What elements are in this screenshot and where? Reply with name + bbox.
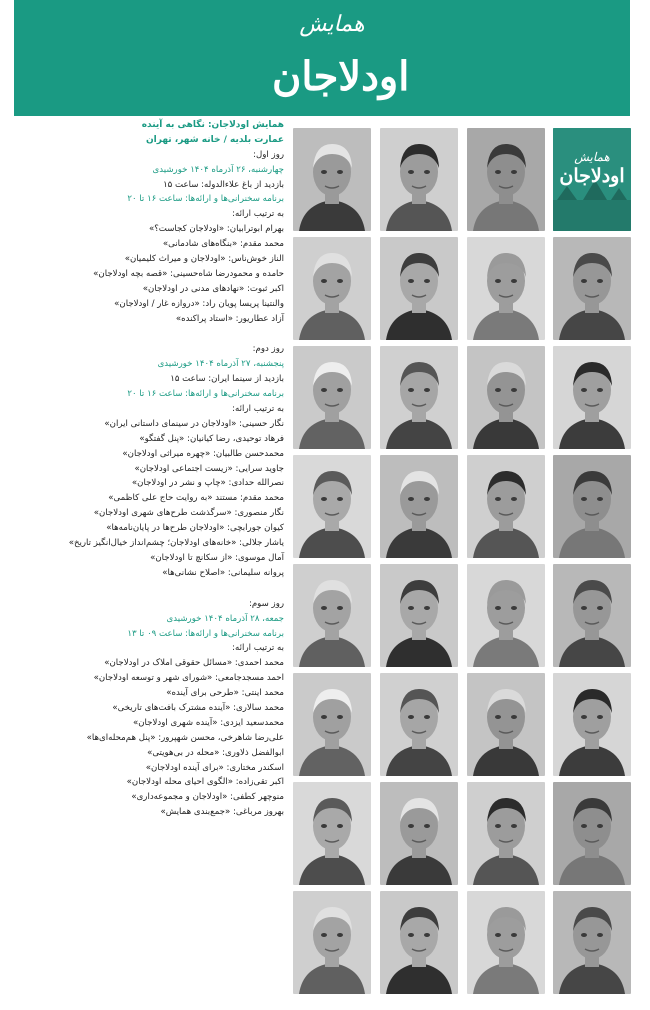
program-line: روز سوم: (248, 598, 284, 609)
section-spacer (10, 326, 288, 342)
speaker-photo (293, 782, 371, 885)
speaker-photo (293, 673, 371, 776)
program-line: منوچهر کطفی: «اودلاجان و مجموعه‌داری» (131, 792, 284, 803)
program-line: محمد مقدم: «بنگاه‌های شادمانی» (162, 239, 284, 250)
program-text (10, 118, 288, 1008)
program-line: چهارشنبه، ۲۶ آذرماه ۱۴۰۴ خورشیدی (152, 164, 284, 175)
speaker-photo (293, 564, 371, 667)
speaker-photo (553, 673, 631, 776)
conference-poster (553, 128, 631, 231)
program-line: بازدید از سینما ایران: ساعت ۱۵ (170, 374, 284, 385)
section-spacer (10, 581, 288, 597)
program-line: محمد مقدم: مستند «به روایت حاج علی کاظمی» (108, 493, 284, 504)
program-line: اسکندر مختاری: «برای آینده اودلاجان» (145, 762, 284, 773)
speaker-photo (380, 455, 458, 558)
program-line: نگار منصوری: «سرگذشت طرح‌های شهری اودلاجان» (93, 508, 284, 519)
speaker-photo (380, 673, 458, 776)
program-line: برنامه سخنرانی‌ها و ارائه‌ها: ساعت ۱۶ تا ۲۰ (127, 194, 284, 205)
speaker-photo (467, 128, 545, 231)
program-line: پروانه سلیمانی: «اصلاح نشانی‌ها» (162, 567, 284, 578)
program-line: روز دوم: (252, 344, 284, 355)
program-line: جاوید سرایی: «زیست اجتماعی اودلاجان» (134, 463, 284, 474)
logo-small-text: همایش (299, 12, 365, 37)
program-line: اکبر تقی‌زاده: «الگوی احیای محله اودلاجان» (126, 777, 284, 788)
program-line: برنامه سخنرانی‌ها و ارائه‌ها: ساعت ۰۹ تا ۱۳ (127, 628, 284, 639)
speaker-photo (553, 455, 631, 558)
program-line: همایش اودلاجان: نگاهی به آینده (141, 120, 284, 130)
conference-logo (272, 12, 410, 112)
program-line: والنتینا پریسا پویان راد: «دروازه غار / اودلاجان» (114, 298, 284, 309)
program-line: به ترتیب ارائه: (232, 643, 284, 654)
program-line: نگار حسینی: «اودلاجان در سینمای داستانی ایران» (104, 418, 284, 429)
speaker-photo (467, 346, 545, 449)
speaker-photo (553, 237, 631, 340)
program-line: محمد سالاری: «آینده مشترک بافت‌های تاریخی» (112, 702, 284, 713)
program-line: یاشار جلالی: «خانه‌های اودلاجان؛ چشم‌انداز خیال‌انگیز تاریخ» (68, 538, 284, 549)
program-line: بهرام ابوترابیان: «اودلاجان کجاست؟» (148, 224, 284, 235)
speaker-photo (293, 128, 371, 231)
speaker-photo (380, 237, 458, 340)
program-line: محمد اینتی: «طرحی برای آینده» (166, 688, 284, 699)
program-line: نصرالله حدادی: «چاپ و نشر در اودلاجان» (131, 478, 284, 489)
program-line: محمدسعید ایزدی: «آینده شهری اودلاجان» (132, 717, 284, 728)
program-line: عمارت بلدیه / خانه شهر، تهران (145, 134, 284, 145)
speaker-photo (293, 237, 371, 340)
program-line: حامده و محمودرضا شاه‌حسینی: «قصه بچه اودلاجان» (93, 268, 284, 279)
speaker-photo (380, 128, 458, 231)
program-line: فرهاد توحیدی، رضا کیانیان: «پنل گفتگو» (139, 433, 284, 444)
program-line: ابوالفضل ذلاوری: «محله در بی‌هویتی» (147, 747, 284, 758)
speaker-photo (380, 891, 458, 994)
speaker-photo (553, 564, 631, 667)
speaker-photo (293, 455, 371, 558)
speaker-photo (467, 564, 545, 667)
logo-main-text: اودلاجان (272, 53, 410, 100)
speaker-photo (553, 782, 631, 885)
poster-main-text: اودلاجان (559, 165, 625, 187)
speaker-photo (380, 346, 458, 449)
poster-title (553, 150, 631, 188)
program-line: کیوان جورابچی: «اودلاجان طرح‌ها در پایان‌نامه‌ها» (106, 523, 284, 534)
program-line: به ترتیب ارائه: (232, 209, 284, 220)
speaker-photo (467, 782, 545, 885)
speaker-photo (553, 346, 631, 449)
header-banner (14, 0, 630, 116)
program-line: احمد مسجدجامعی: «شورای شهر و توسعه اودلاجان» (93, 673, 284, 684)
program-line: آمال موسوی: «از سکانچ تا اودلاجان» (150, 552, 284, 563)
program-line: الناز خوش‌ناس: «اودلاجان و میراث کلیمیان» (124, 254, 284, 265)
speaker-photo (293, 346, 371, 449)
program-line: آزاد عطاریور: «استاد پراکنده» (175, 313, 284, 324)
program-line: روز اول: (253, 149, 284, 160)
program-line: به ترتیب ارائه: (232, 404, 284, 415)
program-line: بازدید از باغ علاءالدوله: ساعت ۱۵ (163, 179, 284, 190)
program-line: محمدحسن طالبیان: «چهره میراثی اودلاجان» (122, 448, 284, 459)
program-line: بهروز مرباغی: «جمع‌بندی همایش» (160, 807, 284, 818)
program-line: پنجشنبه، ۲۷ آذرماه ۱۴۰۴ خورشیدی (157, 359, 284, 370)
speaker-photo (380, 564, 458, 667)
speaker-photo (467, 891, 545, 994)
speaker-photo-grid (293, 128, 633, 1008)
speaker-photo (293, 891, 371, 994)
speaker-photo (467, 237, 545, 340)
program-line: محمد احمدی: «مسائل حقوقی املاک در اودلاجان» (104, 658, 284, 669)
poster-small-text: همایش (574, 150, 610, 164)
speaker-photo (467, 673, 545, 776)
program-line: اکبر ثبوت: «نهادهای مدنی در اودلاجان» (142, 283, 284, 294)
speaker-photo (380, 782, 458, 885)
program-line: علی‌رضا شاهرخی، محسن شهپرور: «پنل هم‌محله‌ای‌ها» (86, 732, 284, 743)
speaker-photo (467, 455, 545, 558)
speaker-photo (553, 891, 631, 994)
program-line: برنامه سخنرانی‌ها و ارائه‌ها: ساعت ۱۶ تا ۲۰ (127, 389, 284, 400)
program-line: جمعه، ۲۸ آذرماه ۱۴۰۴ خورشیدی (166, 613, 284, 624)
